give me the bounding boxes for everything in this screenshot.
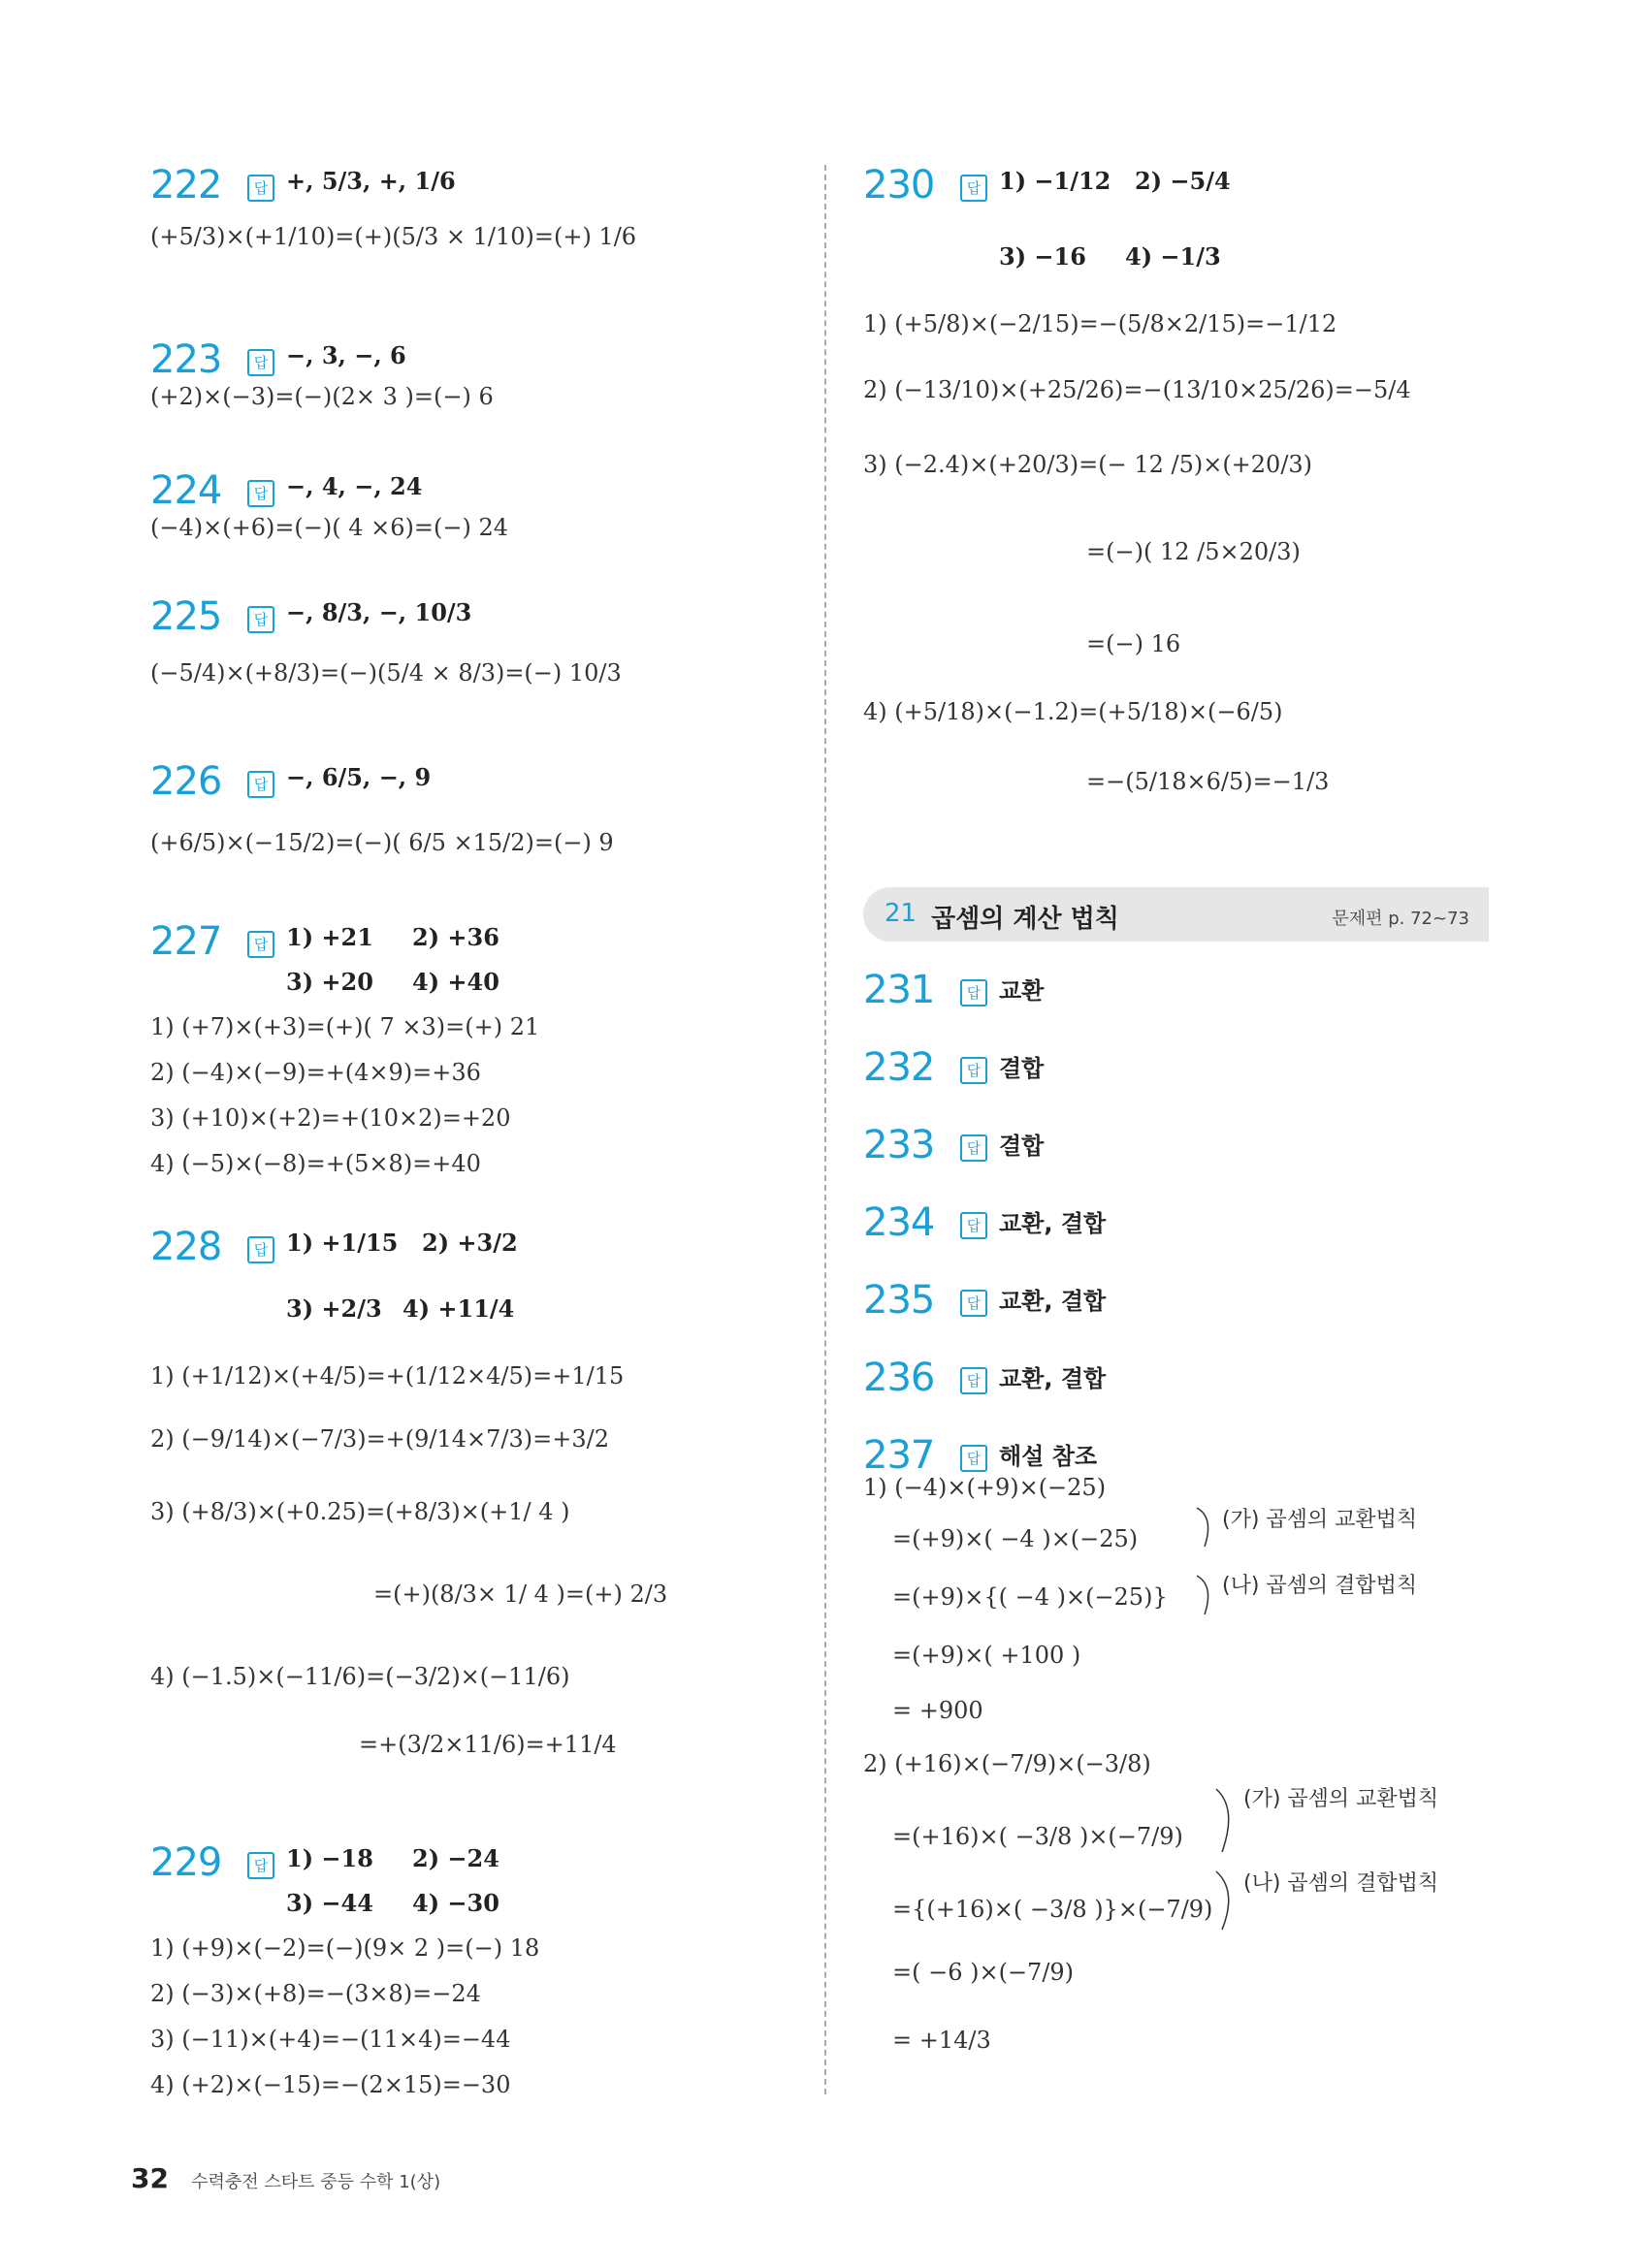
solution-line: =(−)( 12 /5×20/3)	[1086, 538, 1301, 565]
problem-230	[863, 155, 1523, 795]
problem-number: 226	[150, 759, 222, 804]
answer-tag: 답	[247, 771, 274, 798]
answer-4: 4) −30	[412, 1889, 499, 1917]
section-reference: 문제편 p. 72~73	[1332, 909, 1469, 929]
answer-2: 2) −5/4	[1135, 167, 1231, 195]
solution-line: 1) (+7)×(+3)=(+)( 7 ×3)=(+) 21	[150, 1013, 540, 1040]
solution-line: =(−) 16	[1086, 630, 1181, 657]
answer: 결합	[999, 1055, 1045, 1082]
answer-4: 4) −1/3	[1125, 242, 1221, 271]
solution-line: 2) (−4)×(−9)=+(4×9)=+36	[150, 1059, 481, 1086]
answer-1: 1) +21	[286, 923, 373, 951]
answer: 교환, 결합	[999, 1365, 1107, 1392]
problem-222	[150, 155, 810, 250]
answer: 교환, 결합	[999, 1288, 1107, 1315]
section-number: 21	[885, 899, 918, 928]
answer: 교환, 결합	[999, 1210, 1107, 1237]
problem-237	[863, 1425, 1523, 2054]
problem-227	[150, 911, 810, 1177]
answer: −, 8/3, −, 10/3	[286, 598, 472, 626]
solution-line: =(+9)×( +100 )	[892, 1642, 1081, 1669]
problem-231	[863, 960, 1523, 1028]
solution-line: = +14/3	[892, 2027, 991, 2054]
answer: 결합	[999, 1133, 1045, 1160]
answer: 해설 참조	[999, 1443, 1098, 1470]
problem-224	[150, 461, 810, 541]
solution-line: = +900	[892, 1697, 983, 1724]
problem-number: 225	[150, 594, 222, 639]
answer-tag: 답	[960, 1290, 987, 1317]
answer-tag: 답	[247, 1852, 274, 1879]
page-number: 32	[131, 2162, 169, 2194]
solution-line: =(+16)×( −3/8 )×(−7/9)	[892, 1823, 1183, 1850]
solution-line: ={(+16)×( −3/8 )}×(−7/9)	[892, 1896, 1213, 1923]
problem-number: 232	[863, 1045, 935, 1090]
solution-line: 3) (−11)×(+4)=−(11×4)=−44	[150, 2026, 511, 2053]
law-note: (가) 곱셈의 교환법칙	[1243, 1787, 1439, 1811]
answer-1: 1) +1/15	[286, 1229, 399, 1257]
solution-line: 4) (−5)×(−8)=+(5×8)=+40	[150, 1150, 481, 1177]
answer-3: 3) −44	[286, 1889, 373, 1917]
answer-tag: 답	[247, 1236, 274, 1263]
answer-3: 3) −16	[999, 242, 1086, 271]
column-divider	[824, 165, 826, 2094]
solution-line: =(+)(8/3× 1/ 4 )=(+) 2/3	[373, 1581, 668, 1608]
problem-226	[150, 751, 810, 856]
answer: 교환	[999, 977, 1045, 1005]
answer-tag: 답	[960, 1057, 987, 1084]
section-title: 곱셈의 계산 법칙	[931, 905, 1119, 934]
answer-2: 2) −24	[412, 1844, 499, 1872]
answer-tag: 답	[960, 1367, 987, 1394]
problem-number: 227	[150, 919, 222, 964]
law-note: (나) 곱셈의 결합법칙	[1243, 1871, 1439, 1896]
solution-line: (−4)×(+6)=(−)( 4 ×6)=(−) 24	[150, 514, 509, 541]
problem-number: 224	[150, 468, 222, 513]
problem-number: 229	[150, 1840, 222, 1885]
answer-tag: 답	[960, 1212, 987, 1239]
solution-line: =+(3/2×11/6)=+11/4	[359, 1731, 617, 1758]
solution-line: 3) (−2.4)×(+20/3)=(− 12 /5)×(+20/3)	[863, 451, 1313, 478]
problem-number: 236	[863, 1356, 935, 1400]
solution-line: 3) (+8/3)×(+0.25)=(+8/3)×(+1/ 4 )	[150, 1498, 570, 1525]
bracket-arrow-icon	[1214, 1784, 1238, 1939]
problem-number: 234	[863, 1200, 935, 1245]
problem-223	[150, 330, 810, 410]
solution-line: 1) (+5/8)×(−2/15)=−(5/8×2/15)=−1/12	[863, 310, 1337, 337]
law-note: (나) 곱셈의 결합법칙	[1222, 1574, 1418, 1598]
solution-line: (+5/3)×(+1/10)=(+)(5/3 × 1/10)=(+) 1/6	[150, 223, 637, 250]
book-title: 수력충전 스타트 중등 수학 1(상)	[191, 2172, 441, 2192]
problem-number: 235	[863, 1278, 935, 1323]
solution-line: 1) (+9)×(−2)=(−)(9× 2 )=(−) 18	[150, 1934, 540, 1962]
answer-tag: 답	[247, 606, 274, 633]
answer-tag: 답	[960, 175, 987, 202]
solution-line: =( −6 )×(−7/9)	[892, 1959, 1075, 1986]
solution-line: 4) (+5/18)×(−1.2)=(+5/18)×(−6/5)	[863, 698, 1283, 725]
solution-line: 2) (+16)×(−7/9)×(−3/8)	[863, 1750, 1151, 1777]
problem-number: 231	[863, 968, 935, 1012]
problem-235	[863, 1270, 1523, 1338]
problem-234	[863, 1193, 1523, 1261]
problem-233	[863, 1115, 1523, 1183]
page-footer	[131, 2162, 440, 2194]
problem-number: 222	[150, 163, 222, 208]
answer-2: 2) +36	[412, 923, 499, 951]
answer-tag: 답	[247, 349, 274, 376]
solution-line: 1) (+1/12)×(+4/5)=+(1/12×4/5)=+1/15	[150, 1362, 625, 1390]
problem-228	[150, 1217, 810, 1758]
section-header	[863, 887, 1489, 942]
answer: +, 5/3, +, 1/6	[286, 167, 456, 195]
solution-line: 2) (−3)×(+8)=−(3×8)=−24	[150, 1980, 481, 2007]
solution-line: 2) (−13/10)×(+25/26)=−(13/10×25/26)=−5/4	[863, 376, 1411, 403]
problem-229	[150, 1833, 810, 2098]
problem-number: 223	[150, 337, 222, 382]
problem-number: 230	[863, 163, 935, 208]
answer-tag: 답	[247, 931, 274, 958]
answer-3: 3) +2/3	[286, 1294, 382, 1323]
answer-tag: 답	[247, 480, 274, 507]
answer-3: 3) +20	[286, 968, 373, 996]
answer: −, 4, −, 24	[286, 472, 423, 500]
answer-tag: 답	[960, 1134, 987, 1162]
solution-line: =(+9)×( −4 )×(−25)	[892, 1525, 1139, 1552]
answer-4: 4) +40	[412, 968, 499, 996]
solution-line: 1) (−4)×(+9)×(−25)	[863, 1474, 1107, 1501]
answer-tag: 답	[960, 1445, 987, 1472]
problem-number: 237	[863, 1433, 935, 1478]
answer: −, 3, −, 6	[286, 341, 406, 369]
answer-tag: 답	[960, 979, 987, 1006]
problem-number: 228	[150, 1225, 222, 1269]
problem-number: 233	[863, 1123, 935, 1167]
solution-line: =(+9)×{( −4 )×(−25)}	[892, 1583, 1168, 1611]
answer: −, 6/5, −, 9	[286, 763, 432, 791]
law-note: (가) 곱셈의 교환법칙	[1222, 1508, 1418, 1532]
answer-4: 4) +11/4	[402, 1294, 515, 1323]
solution-line: 2) (−9/14)×(−7/3)=+(9/14×7/3)=+3/2	[150, 1425, 609, 1453]
answer-2: 2) +3/2	[422, 1229, 518, 1257]
problem-236	[863, 1348, 1523, 1416]
solution-line: 4) (+2)×(−15)=−(2×15)=−30	[150, 2071, 511, 2098]
answer-1: 1) −1/12	[999, 167, 1111, 195]
answer-1: 1) −18	[286, 1844, 373, 1872]
solution-line: =−(5/18×6/5)=−1/3	[1086, 768, 1330, 795]
solution-line: (+6/5)×(−15/2)=(−)( 6/5 ×15/2)=(−) 9	[150, 829, 614, 856]
solution-line: 4) (−1.5)×(−11/6)=(−3/2)×(−11/6)	[150, 1663, 570, 1690]
problem-225	[150, 587, 810, 687]
solution-line: 3) (+10)×(+2)=+(10×2)=+20	[150, 1104, 511, 1132]
bracket-arrow-icon	[1195, 1503, 1218, 1629]
problem-232	[863, 1038, 1523, 1105]
solution-line: (−5/4)×(+8/3)=(−)(5/4 × 8/3)=(−) 10/3	[150, 659, 622, 687]
answer-tag: 답	[247, 175, 274, 202]
solution-line: (+2)×(−3)=(−)(2× 3 )=(−) 6	[150, 383, 494, 410]
